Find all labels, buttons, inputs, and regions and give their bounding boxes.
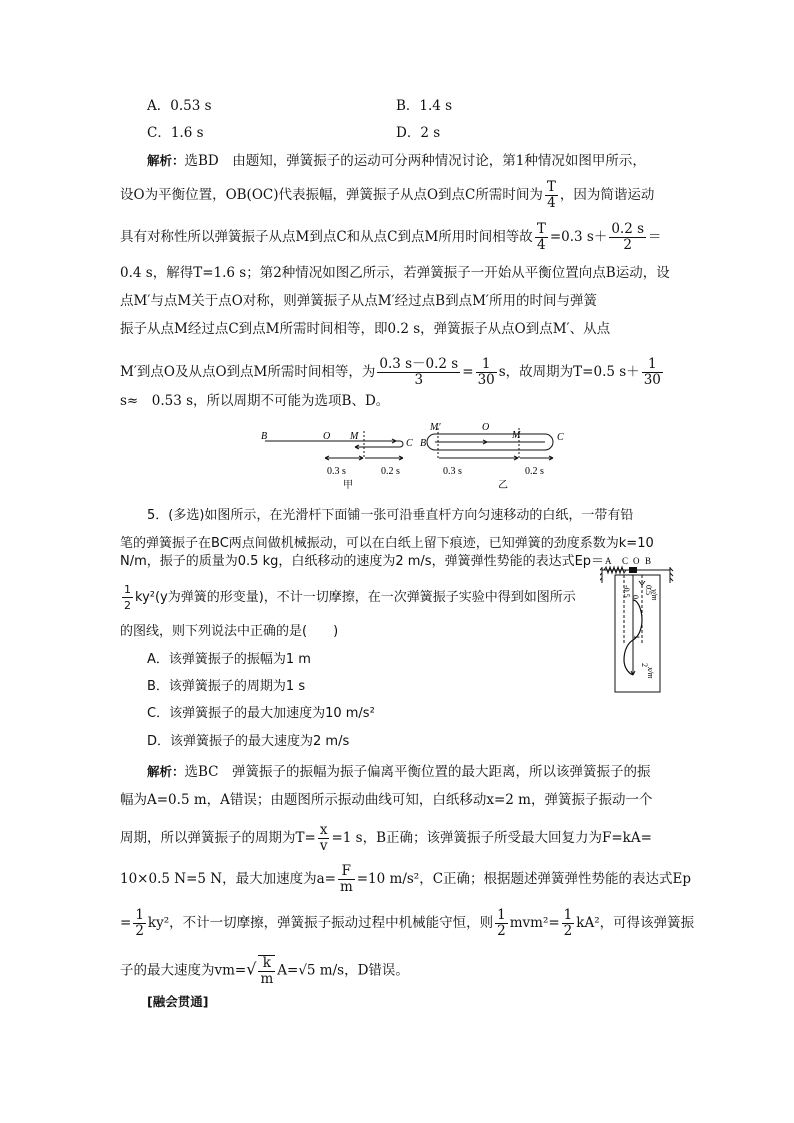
solution1-label: 解析： [147, 153, 185, 168]
solution1-text2a: 设O为平衡位置，OB(OC)代表振幅，弹簧振子从点O到点C所需时间为 [120, 187, 543, 203]
option-c: C．1.6 s [147, 125, 204, 141]
solution1-text7a: M′到点O及从点O到点M所需时间相等，为 [120, 364, 376, 380]
frac-denominator: 2 [563, 923, 573, 939]
yi-label-mp: M′ [430, 422, 441, 433]
frac-numerator: x [318, 823, 330, 839]
fraction-t-over-4 [545, 180, 558, 211]
fraction-half [122, 582, 133, 613]
solution2-text1: 选BC 弹簧振子的振幅为振子偏离平衡位置的最大距离，所以该弹簧振子的振 [184, 764, 651, 780]
solution1-text2b: ，因为简谐运动 [559, 187, 655, 203]
frac-numerator: 1 [642, 357, 663, 373]
fraction-half-a [133, 908, 146, 939]
yi-caption: 乙 [498, 480, 508, 490]
jia-label-m: M [350, 431, 359, 442]
solution2-line3 [120, 823, 652, 854]
frac-denominator: v [319, 838, 328, 854]
jia-label-b: B [261, 431, 268, 442]
frac-denominator: 3 [414, 372, 424, 388]
frac-numerator: 0.3 s－0.2 s [379, 356, 459, 372]
frac-denominator: 2 [497, 923, 506, 939]
solution1-line4: 0.4 s，解得T=1.6 s；第2种情况如图乙所示，若弹簧振子一开始从平衡位置向点B运动，设 [120, 265, 670, 281]
figure-jia-yi [255, 418, 580, 490]
solution2-text6a: 子的最大速度为vm= [120, 962, 247, 979]
fraction-x-over-v [318, 823, 330, 854]
fraction-t-over-4-b [535, 222, 548, 253]
fraction-1-over-30-b [642, 357, 663, 388]
jia-label-o: O [323, 431, 331, 442]
solution2-text5d: kA²，可得该弹簧振 [576, 915, 695, 931]
solution2-text6b: A=√5 m/s，D错误。 [277, 962, 409, 979]
option-b: B．1.4 s [396, 98, 453, 114]
solution1-line6: 振子从点M经过点C到点M所需时间相等，即0.2 s，弹簧振子从点O到点M′、从点 [120, 321, 611, 337]
frac-denominator: m [339, 879, 353, 895]
solution1-line5: 点M′与点M关于点O对称，则弹簧振子从点M′经过点B到点M′所用的时间与弹簧 [120, 293, 597, 309]
frac-numerator: 1 [124, 583, 131, 596]
solution1-text1: 选BD 由题知，弹簧振子的运动可分两种情况讨论，第1种情况如图甲所示， [184, 153, 646, 169]
solution2-line1 [147, 762, 651, 782]
frac-numerator: k [258, 956, 275, 972]
solution2-line2: 幅为A=0.5 m，A错误；由题图所示振动曲线可知，白纸移动x=2 m，弹簧振子振动一个 [120, 792, 653, 808]
jia-label-03: 0.3 s [327, 466, 346, 477]
solution2-text5a: = [120, 915, 132, 931]
solution2-text4b: =10 m/s²，C正确；根据题述弹簧弹性势能的表达式Ep [356, 871, 692, 887]
frac-numerator: T [536, 221, 546, 237]
frac-numerator: T [546, 179, 556, 195]
option-a: A．0.53 s [147, 98, 212, 114]
q5-option-b: B．该弹簧振子的周期为1 s [147, 679, 306, 694]
fig3-xaxis: x/m [646, 667, 655, 679]
yi-label-02: 0.2 s [525, 466, 544, 477]
sqrt-sign: √ [246, 959, 257, 979]
solution2-line6 [120, 955, 409, 987]
q5-line5: 的图线，则下列说法中正确的是( ) [120, 624, 339, 639]
frac-numerator: 1 [476, 357, 497, 373]
solution2-text3a: 周期，所以弹簧振子的周期为T= [120, 830, 316, 846]
frac-denominator: 2 [623, 237, 632, 253]
solution2-text5c: mvm²= [509, 915, 560, 931]
q5-option-c: C．该弹簧振子的最大加速度为10 m/s² [147, 706, 375, 721]
solution1-line7: M′到点O及从点O到点M所需时间相等，为 $\frac{0.3 s-0.2 s}{3}$ = $\frac{1}{30}$ s，故周期为T=0.5 s＋ $\frac{1}{30}$ [120, 356, 661, 388]
fraction-diff-over-3 [377, 357, 460, 388]
solution1-line3 [120, 222, 662, 253]
jia-label-c: C [406, 438, 413, 449]
solution1-text3b: =0.3 s＋ [549, 229, 608, 245]
fig3-yaxis: y/m [650, 589, 659, 601]
fig3-zero: 0 [631, 595, 640, 599]
frac-denominator: m [260, 971, 274, 987]
yi-label-03: 0.3 s [443, 466, 462, 477]
spring-oscillator-figure [600, 555, 680, 695]
frac-numerator: F [338, 864, 355, 880]
fig3-pos05: 0.5 [644, 585, 653, 595]
solution1-line8: s≈ 0.53 s，所以周期不可能为选项B、D。 [120, 393, 390, 409]
solution2-label: 解析： [147, 764, 185, 779]
frac-denominator: 4 [547, 195, 556, 211]
fraction-f-over-m [338, 864, 355, 895]
section-label: [融会贯通] [147, 994, 209, 1009]
fraction-1-over-30 [476, 357, 497, 388]
solution1-text7b: s，故周期为T=0.5 s＋ [498, 364, 640, 380]
figure-jia [261, 431, 413, 490]
q5-line2: 笔的弹簧振子在BC两点间做机械振动，可以在白纸上留下痕迹，已知弹簧的劲度系数为k=10 [120, 536, 654, 551]
fraction-k-over-m [258, 955, 275, 987]
frac-denominator: 2 [135, 923, 144, 939]
solution2-text4a: 10×0.5 N=5 N，最大加速度为a= [120, 871, 336, 887]
frac-numerator: 0.2 s [611, 221, 645, 237]
frac-numerator: 1 [135, 907, 144, 923]
frac-denominator: 30 [643, 372, 661, 388]
jia-caption: 甲 [343, 480, 353, 490]
q5-option-a: A．该弹簧振子的振幅为1 m [147, 652, 311, 667]
frac-denominator: 2 [124, 599, 131, 612]
fig3-label-c: C [622, 556, 629, 566]
fig3-label-b: B [645, 556, 652, 566]
yi-label-m: M [512, 430, 521, 441]
fraction-half-b [495, 908, 508, 939]
fig3-label-a: A [605, 556, 612, 566]
frac-denominator: 30 [477, 372, 495, 388]
solution1-text3a: 具有对称性所以弹簧振子从点M到点C和从点C到点M所用时间相等故 [120, 229, 533, 245]
fig3-neg05: -0.5 [622, 585, 631, 598]
frac-denominator: 4 [537, 237, 546, 253]
fig3-one: 1 [632, 635, 641, 639]
fig3-two: 2 [640, 663, 649, 667]
yi-label-b: B [420, 438, 427, 449]
frac-numerator: 1 [497, 907, 506, 923]
q5-text4: ky²(y为弹簧的形变量)，不计一切摩擦，在一次弹簧振子实验中得到如图所示 [135, 590, 576, 605]
q5-line1: 5．(多选)如图所示，在光滑杆下面铺一张可沿垂直杆方向匀速移动的白纸，一带有铅 [147, 508, 634, 523]
solution2-text5b: ky²，不计一切摩擦，弹簧振子振动过程中机械能守恒，则 [147, 915, 494, 931]
yi-label-o: O [482, 422, 490, 433]
solution1-line1 [147, 151, 646, 171]
spring [604, 567, 626, 573]
solution1-text3c: ＝ [648, 229, 662, 245]
q5-line4 [120, 582, 576, 613]
fraction-half-c [562, 908, 575, 939]
option-d: D．2 s [396, 125, 441, 141]
solution1-line2 [120, 180, 654, 211]
fig3-label-o: O [633, 556, 640, 566]
solution2-text3b: =1 s，B正确；该弹簧振子所受最大回复力为F=kA= [331, 830, 652, 846]
q5-line3: N/m，振子的质量为0.5 kg，白纸移动的速度为2 m/s，弹簧弹性势能的表达式Ep＝ [120, 554, 605, 569]
oscillator [629, 567, 637, 573]
fraction-02s-over-2 [609, 222, 646, 253]
jia-label-02: 0.2 s [381, 466, 400, 477]
solution2-line5 [120, 908, 694, 939]
solution2-line4 [120, 864, 691, 895]
frac-numerator: 1 [563, 907, 573, 923]
yi-label-c: C [557, 432, 564, 443]
figure-yi [420, 422, 564, 490]
q5-option-d: D．该弹簧振子的最大速度为2 m/s [147, 734, 350, 749]
